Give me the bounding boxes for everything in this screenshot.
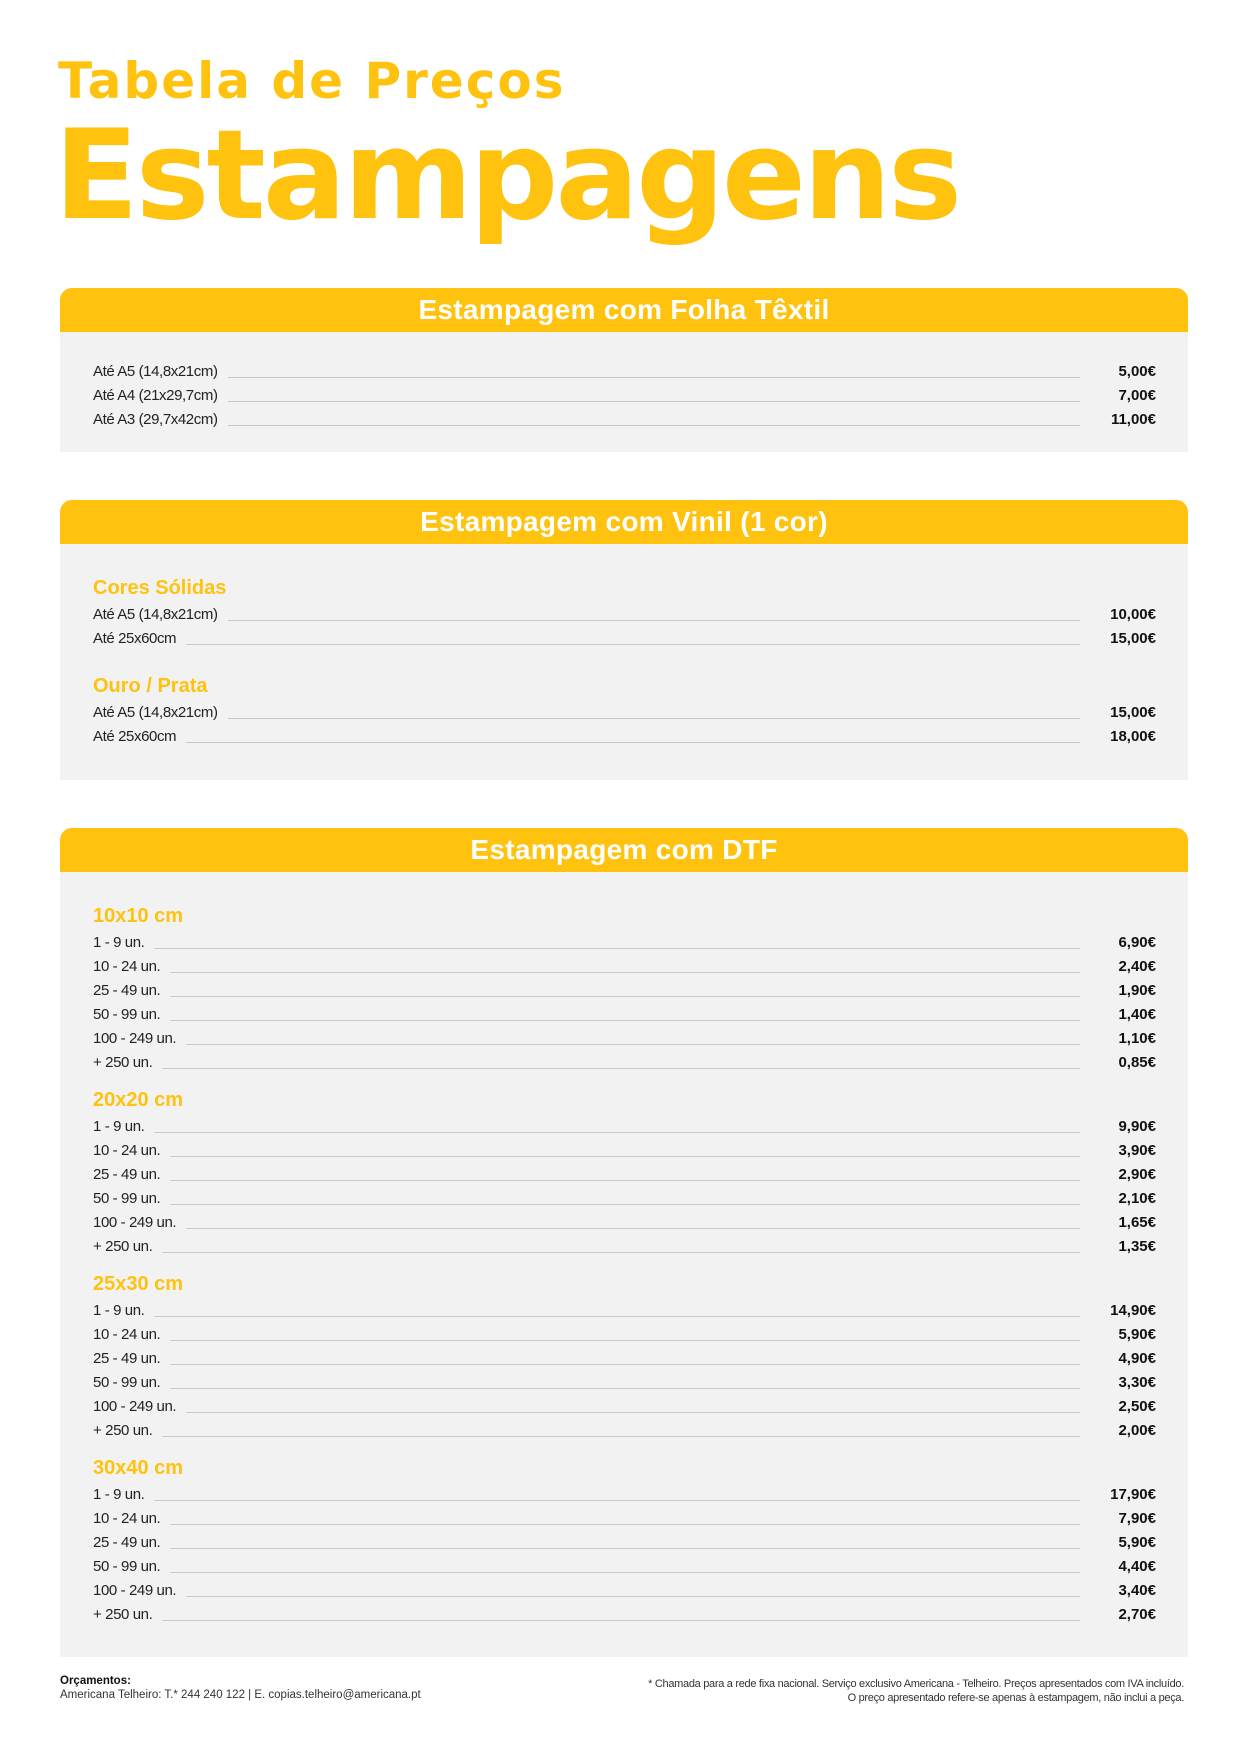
leader-line — [228, 607, 1080, 621]
row-price: 2,70€ — [1118, 1605, 1156, 1623]
price-row — [93, 626, 1156, 650]
leader-line — [186, 1215, 1080, 1229]
row-label: 50 - 99 un. — [93, 1189, 161, 1207]
group-heading: Ouro / Prata — [93, 675, 208, 697]
price-row — [93, 1506, 1156, 1530]
price-row — [93, 1026, 1156, 1050]
price-row — [93, 1114, 1156, 1138]
leader-line — [162, 1423, 1080, 1437]
row-price: 2,50€ — [1118, 1397, 1156, 1415]
group-heading: 25x30 cm — [93, 1273, 184, 1295]
leader-line — [170, 1511, 1080, 1525]
section-vinil — [60, 500, 1188, 780]
price-row — [93, 1482, 1156, 1506]
section-header — [60, 828, 1188, 872]
row-price: 1,40€ — [1118, 1005, 1156, 1023]
footer-contact — [60, 1674, 421, 1702]
price-row — [93, 1138, 1156, 1162]
price-row — [93, 1418, 1156, 1442]
row-price: 3,90€ — [1118, 1141, 1156, 1159]
leader-line — [162, 1607, 1080, 1621]
row-price: 2,10€ — [1118, 1189, 1156, 1207]
row-label: 25 - 49 un. — [93, 1165, 161, 1183]
row-label: 1 - 9 un. — [93, 1301, 145, 1319]
row-price: 3,30€ — [1118, 1373, 1156, 1391]
leader-line — [170, 1351, 1080, 1365]
row-label: Até A4 (21x29,7cm) — [93, 386, 218, 404]
price-row — [93, 1602, 1156, 1626]
section-header — [60, 500, 1188, 544]
leader-line — [154, 1119, 1080, 1133]
leader-line — [170, 1191, 1080, 1205]
row-price: 7,90€ — [1118, 1509, 1156, 1527]
row-price: 5,90€ — [1118, 1533, 1156, 1551]
leader-line — [170, 1535, 1080, 1549]
price-row — [93, 1554, 1156, 1578]
row-price: 2,90€ — [1118, 1165, 1156, 1183]
section-title: Estampagem com Folha Têxtil — [418, 294, 830, 325]
row-label: 10 - 24 un. — [93, 1325, 161, 1343]
price-row — [93, 1210, 1156, 1234]
leader-line — [170, 1559, 1080, 1573]
leader-line — [170, 959, 1080, 973]
leader-line — [228, 364, 1080, 378]
price-row — [93, 1578, 1156, 1602]
row-label: + 250 un. — [93, 1237, 153, 1255]
page-title: Estampagens — [54, 104, 960, 248]
footer-notes — [648, 1677, 1184, 1705]
leader-line — [228, 388, 1080, 402]
leader-line — [170, 1007, 1080, 1021]
row-price: 5,00€ — [1118, 362, 1156, 380]
row-label: 1 - 9 un. — [93, 933, 145, 951]
row-label: Até 25x60cm — [93, 629, 177, 647]
row-price: 15,00€ — [1110, 703, 1156, 721]
section-header — [60, 288, 1188, 332]
row-label: + 250 un. — [93, 1421, 153, 1439]
row-label: Até A5 (14,8x21cm) — [93, 703, 218, 721]
group-heading: 20x20 cm — [93, 1089, 184, 1111]
row-label: 10 - 24 un. — [93, 957, 161, 975]
row-price: 15,00€ — [1110, 629, 1156, 647]
price-row — [93, 700, 1156, 724]
row-price: 2,00€ — [1118, 1421, 1156, 1439]
price-row — [93, 383, 1156, 407]
row-label: Até A3 (29,7x42cm) — [93, 410, 218, 428]
row-price: 2,40€ — [1118, 957, 1156, 975]
section-dtf — [60, 828, 1188, 1657]
price-row — [93, 978, 1156, 1002]
row-label: + 250 un. — [93, 1053, 153, 1071]
leader-line — [170, 1327, 1080, 1341]
price-row — [93, 1002, 1156, 1026]
section-title: Estampagem com DTF — [470, 834, 778, 865]
leader-line — [162, 1055, 1080, 1069]
row-price: 0,85€ — [1118, 1053, 1156, 1071]
row-price: 7,00€ — [1118, 386, 1156, 404]
row-price: 3,40€ — [1118, 1581, 1156, 1599]
row-price: 4,90€ — [1118, 1349, 1156, 1367]
row-label: 10 - 24 un. — [93, 1141, 161, 1159]
row-label: 25 - 49 un. — [93, 1533, 161, 1551]
leader-line — [186, 1031, 1080, 1045]
leader-line — [186, 1399, 1080, 1413]
price-row — [93, 1234, 1156, 1258]
group-heading: 30x40 cm — [93, 1457, 184, 1479]
group-heading: 10x10 cm — [93, 905, 184, 927]
price-row — [93, 1346, 1156, 1370]
leader-line — [154, 1487, 1080, 1501]
contact-line: Americana Telheiro: T.* 244 240 122 | E. copias.telheiro@americana.pt — [60, 1689, 421, 1701]
row-price: 6,90€ — [1118, 933, 1156, 951]
row-price: 17,90€ — [1110, 1485, 1156, 1503]
leader-line — [170, 1375, 1080, 1389]
price-row — [93, 1050, 1156, 1074]
row-label: 25 - 49 un. — [93, 981, 161, 999]
row-label: + 250 un. — [93, 1605, 153, 1623]
price-row — [93, 1162, 1156, 1186]
row-price: 10,00€ — [1110, 605, 1156, 623]
row-price: 1,10€ — [1118, 1029, 1156, 1047]
row-label: 100 - 249 un. — [93, 1397, 177, 1415]
leader-line — [228, 412, 1080, 426]
section-title: Estampagem com Vinil (1 cor) — [420, 506, 828, 537]
price-row — [93, 1298, 1156, 1322]
leader-line — [228, 705, 1080, 719]
price-row — [93, 1530, 1156, 1554]
section-folha-textil — [60, 288, 1188, 452]
row-label: 10 - 24 un. — [93, 1509, 161, 1527]
row-label: 50 - 99 un. — [93, 1557, 161, 1575]
row-price: 9,90€ — [1118, 1117, 1156, 1135]
row-label: Até A5 (14,8x21cm) — [93, 362, 218, 380]
row-label: Até 25x60cm — [93, 727, 177, 745]
price-row — [93, 1322, 1156, 1346]
row-price: 14,90€ — [1110, 1301, 1156, 1319]
row-label: 100 - 249 un. — [93, 1213, 177, 1231]
row-price: 4,40€ — [1118, 1557, 1156, 1575]
row-price: 18,00€ — [1110, 727, 1156, 745]
price-row — [93, 407, 1156, 431]
price-row — [93, 359, 1156, 383]
price-row — [93, 1186, 1156, 1210]
leader-line — [170, 983, 1080, 997]
group-heading: Cores Sólidas — [93, 577, 227, 599]
row-label: 1 - 9 un. — [93, 1485, 145, 1503]
leader-line — [170, 1167, 1080, 1181]
contact-title: Orçamentos: — [60, 1675, 131, 1687]
leader-line — [170, 1143, 1080, 1157]
row-label: 100 - 249 un. — [93, 1581, 177, 1599]
leader-line — [186, 1583, 1080, 1597]
leader-line — [162, 1239, 1080, 1253]
price-row — [93, 602, 1156, 626]
price-row — [93, 930, 1156, 954]
price-row — [93, 1370, 1156, 1394]
row-price: 1,65€ — [1118, 1213, 1156, 1231]
row-label: 100 - 249 un. — [93, 1029, 177, 1047]
row-label: 50 - 99 un. — [93, 1005, 161, 1023]
leader-line — [154, 935, 1080, 949]
row-label: 1 - 9 un. — [93, 1117, 145, 1135]
footer-note: O preço apresentado refere-se apenas à estampagem, não inclui a peça. — [847, 1692, 1184, 1704]
row-price: 1,90€ — [1118, 981, 1156, 999]
row-label: 50 - 99 un. — [93, 1373, 161, 1391]
row-label: Até A5 (14,8x21cm) — [93, 605, 218, 623]
footer-note: * Chamada para a rede fixa nacional. Serviço exclusivo Americana - Telheiro. Preços apresentados com IVA incluído. — [648, 1678, 1184, 1690]
leader-line — [186, 631, 1080, 645]
leader-line — [154, 1303, 1080, 1317]
row-price: 11,00€ — [1110, 410, 1156, 428]
price-row — [93, 954, 1156, 978]
page-subtitle: Tabela de Preços — [58, 52, 566, 110]
leader-line — [186, 729, 1080, 743]
row-price: 5,90€ — [1118, 1325, 1156, 1343]
price-row — [93, 724, 1156, 748]
row-price: 1,35€ — [1118, 1237, 1156, 1255]
row-label: 25 - 49 un. — [93, 1349, 161, 1367]
price-row — [93, 1394, 1156, 1418]
